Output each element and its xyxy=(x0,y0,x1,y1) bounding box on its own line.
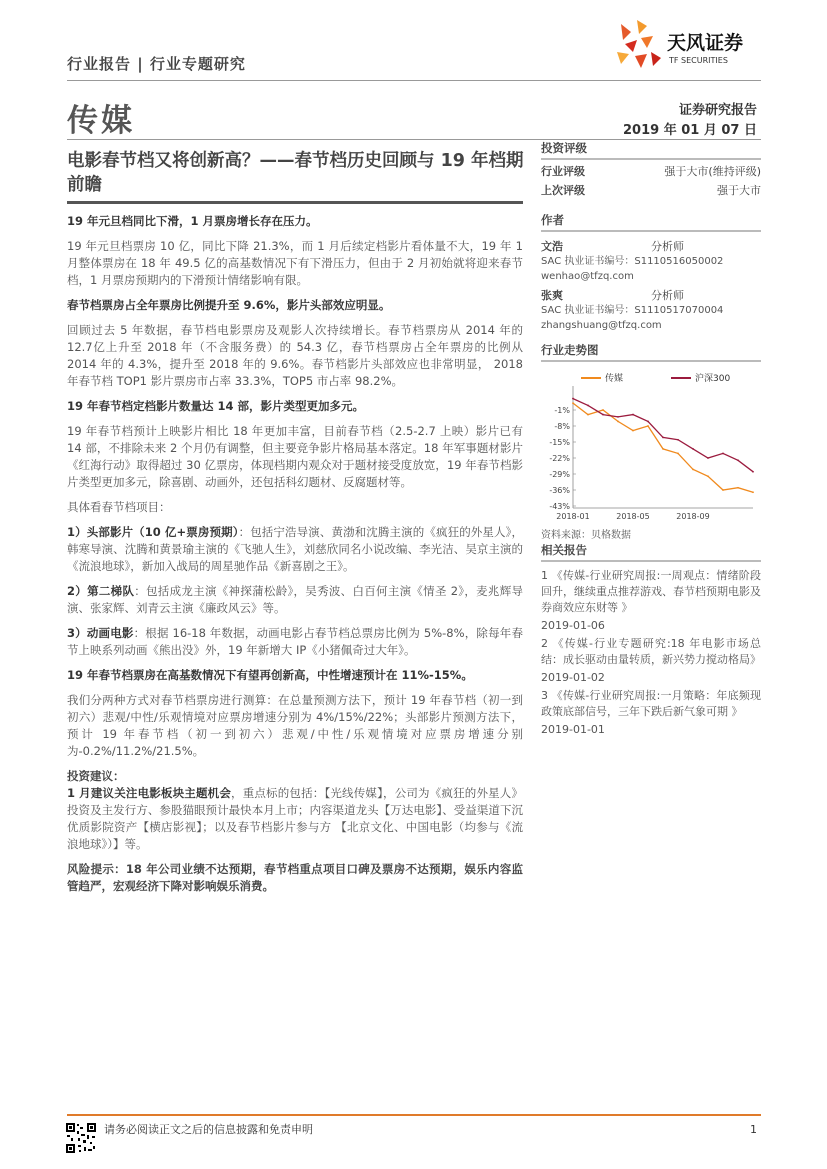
logo-subtitle: TF SECURITIES xyxy=(669,56,728,65)
chart-title: 行业走势图 xyxy=(541,342,761,362)
related-report-3-date: 2019-01-01 xyxy=(541,723,605,736)
paragraph-5: 我们分两种方式对春节档票房进行测算：在总量预测方法下，预计 19 年春节档（初一到初六）悲观/中性/乐观情境对应票房增速分别为 4%/15%/22%；头部影片预测方法下，预计 19 年春节档（初一到初六）悲观/中性/乐观情境对应票房增速分别为-0.2%/11.2%/21.5%。 xyxy=(67,693,523,758)
data-point xyxy=(572,398,574,400)
data-point xyxy=(722,453,724,455)
y-tick-label: -8% xyxy=(554,422,570,431)
list-item-3-bold: 3）动画电影 xyxy=(67,626,134,640)
rating-label-current: 行业评级 xyxy=(541,165,585,178)
rating-title: 投资评级 xyxy=(541,140,761,160)
author-2 xyxy=(541,287,761,333)
investment-text: ，重点标的包括：【光线传媒】，公司为《疯狂的外星人》投资及主发行方、参股猫眼预计最快本月上市；内容渠道龙头【万达电影】、受益渠道下沉优质影院资产【横店影视】；以及春节档影片参与方 【北京文化、中国电影（均参与《流浪地球》）】等。 xyxy=(67,786,523,851)
report-type: 证券研究报告 xyxy=(678,103,757,118)
report-category: 行业报告 | 行业专题研究 xyxy=(67,55,246,73)
legend-label-1: 沪深300 xyxy=(695,374,731,384)
heading-2: 春节档票房占全年票房比例提升至 9.6%，影片头部效应明显。 xyxy=(67,298,391,312)
report-date: 2019 年 01 月 07 日 xyxy=(623,123,757,138)
rating-section xyxy=(541,140,761,200)
author-2-sac: SAC 执业证书编号：S1110517070004 xyxy=(541,305,724,316)
y-tick-label: -29% xyxy=(549,470,570,479)
x-tick-label: 2018-05 xyxy=(616,512,650,521)
data-point xyxy=(617,421,619,423)
data-point xyxy=(692,469,694,471)
trend-chart xyxy=(541,366,761,526)
author-title: 作者 xyxy=(541,212,761,232)
rating-value-previous: 强于大市 xyxy=(717,184,761,197)
data-point xyxy=(662,437,664,439)
series-line-1 xyxy=(573,399,753,472)
author-1-email[interactable]: wenhao@tfzq.com xyxy=(541,271,634,282)
list-item-2 xyxy=(67,583,523,617)
author-1-sac: SAC 执业证书编号：S1110516050002 xyxy=(541,256,724,267)
data-point xyxy=(752,471,754,473)
heading-4: 19 年春节档票房在高基数情况下有望再创新高，中性增速预计在 11%-15%。 xyxy=(67,668,473,682)
related-report-2[interactable]: 2 《传媒-行业专题研究:18 年电影市场总结：成长驱动由量转质，新兴势力搅动格局》 xyxy=(541,637,761,666)
related-report-1-date: 2019-01-06 xyxy=(541,619,605,632)
author-2-role: 分析师 xyxy=(651,289,684,302)
data-point xyxy=(722,489,724,491)
header-divider xyxy=(67,80,761,81)
rating-row-current xyxy=(541,162,761,181)
logo-mark-icon xyxy=(611,18,665,74)
data-point xyxy=(632,430,634,432)
list-item-1-bold: 1）头部影片（10 亿+票房预期） xyxy=(67,525,239,539)
data-point xyxy=(677,439,679,441)
risk-warning: 风险提示：18 年公司业绩不达预期，春节档重点项目口碑及票房不达预期，娱乐内容监管趋严，宏观经济下降对影响娱乐消费。 xyxy=(67,862,523,893)
list-item-2-bold: 2）第二梯队 xyxy=(67,584,135,598)
paragraph-1: 19 年元旦档票房 10 亿，同比下降 21.3%，而 1 月后续定档影片看体量不大，19 年 1 月整体票房在 18 年 49.5 亿的高基数情况下有下滑压力，但由于 2 月初始就将迎来春节档，1 月票房预期内的下滑预计情绪影响有限。 xyxy=(67,239,523,287)
related-reports-section xyxy=(541,542,761,740)
investment-bold: 1 月建议关注电影板块主题机会 xyxy=(67,786,232,800)
y-tick-label: -15% xyxy=(549,438,570,447)
rating-value-current: 强于大市(维持评级) xyxy=(664,165,761,178)
legend-label-0: 传媒 xyxy=(605,374,624,384)
data-point xyxy=(707,457,709,459)
related-title: 相关报告 xyxy=(541,542,761,562)
data-point xyxy=(707,475,709,477)
author-2-name: 张爽 xyxy=(541,289,563,302)
data-point xyxy=(632,414,634,416)
industry-name: 传媒 xyxy=(67,103,135,139)
list-item-1 xyxy=(67,524,523,575)
data-point xyxy=(587,414,589,416)
data-point xyxy=(737,487,739,489)
data-point xyxy=(617,416,619,418)
chart-source: 资料来源：贝格数据 xyxy=(541,530,631,541)
author-1-name: 文浩 xyxy=(541,240,563,253)
main-content xyxy=(67,213,523,903)
paragraph-3: 19 年春节档预计上映影片相比 18 年更加丰富，目前春节档（2.5-2.7 上映）影片已有 14 部，不排除未来 2 个月仍有调整，但主要竞争影片格局基本落定。18 年军事题材影片《红海行动》取得超过 30 亿票房，体现档期内观众对于题材接受度放宽，19 年春节档影片类型更加多元，除喜剧、动画外，还包括科幻题材、反腐题材等。 xyxy=(67,424,523,489)
logo-name: 天风证券 xyxy=(667,32,744,54)
page-number: 1 xyxy=(750,1123,757,1136)
related-report-2-date: 2019-01-02 xyxy=(541,671,605,684)
data-point xyxy=(647,425,649,427)
related-list xyxy=(541,568,761,738)
title-underline xyxy=(67,201,523,204)
y-tick-label: -43% xyxy=(549,502,570,511)
y-tick-label: -22% xyxy=(549,454,570,463)
investment-advice xyxy=(67,785,523,853)
list-item-3 xyxy=(67,625,523,659)
author-2-email[interactable]: zhangshuang@tfzq.com xyxy=(541,320,662,331)
data-point xyxy=(677,453,679,455)
data-point xyxy=(737,459,739,461)
data-point xyxy=(662,448,664,450)
data-point xyxy=(752,491,754,493)
related-report-1[interactable]: 1 《传媒-行业研究周报:一周观点：情绪阶段回升，继续重点推荐游戏、春节档预期电影及券商效应东财等 》 xyxy=(541,569,761,614)
series-line-0 xyxy=(573,403,753,492)
author-section xyxy=(541,212,761,333)
heading-3: 19 年春节档定档影片数量达 14 部，影片类型更加多元。 xyxy=(67,399,365,413)
related-report-3[interactable]: 3 《传媒-行业研究周报:一月策略：年底频现政策底部信号，三年下跌后新气象可期 》 xyxy=(541,689,761,718)
list-item-2-text: ：包括成龙主演《神探蒲松龄》，吴秀波、白百何主演《情圣 2》，麦兆辉导演、张家辉、刘青云主演《廉政风云》等。 xyxy=(67,584,523,615)
author-1 xyxy=(541,238,761,284)
list-item-3-text: ：根据 16-18 年数据，动画电影占春节档总票房比例为 5%-8%，除每年春节上映系列动画《熊出没》外，19 年新增大 IP《小猪佩奇过大年》。 xyxy=(67,626,523,657)
investment-title: 投资建议： xyxy=(67,769,125,783)
x-tick-label: 2018-01 xyxy=(556,512,590,521)
rating-row-previous xyxy=(541,181,761,200)
author-1-role: 分析师 xyxy=(651,240,684,253)
qr-code-icon xyxy=(65,1122,97,1154)
data-point xyxy=(602,409,604,411)
rating-label-previous: 上次评级 xyxy=(541,184,585,197)
list-item-1-text: ：包括宁浩导演、黄渤和沈腾主演的《疯狂的外星人》，韩寒导演、沈腾和黄景瑜主演的《飞驰人生》，刘慈欣同名小说改编、李光洁、吴京主演的《流浪地球》，新加入战局的周星驰作品《新喜剧之王》。 xyxy=(67,525,523,573)
heading-1: 19 年元旦档同比下滑，1 月票房增长存在压力。 xyxy=(67,214,318,228)
data-point xyxy=(602,414,604,416)
trend-chart-section xyxy=(541,342,761,543)
x-tick-label: 2018-09 xyxy=(676,512,710,521)
footer-divider xyxy=(67,1114,761,1116)
footer-disclaimer[interactable]: 请务必阅读正文之后的信息披露和免责申明 xyxy=(104,1123,313,1136)
data-point xyxy=(572,402,574,404)
data-point xyxy=(647,421,649,423)
company-logo xyxy=(611,18,761,74)
y-tick-label: -36% xyxy=(549,486,570,495)
data-point xyxy=(692,448,694,450)
paragraph-4: 具体看春节档项目： xyxy=(67,500,171,514)
paragraph-2: 回顾过去 5 年数据，春节档电影票房及观影人次持续增长。春节档票房从 2014 年的 12.7亿上升至 2018 年（不含服务费）的 54.3 亿，春节档票房占全年票房的比例从 2014 年的 4.3%，提升至 2018 年的 9.6%。春节档影片头部效应也非常明显， 2018 年春节档 TOP1 影片票房市占率 33.3%，TOP5 市占率 98.2%。 xyxy=(67,323,523,388)
data-point xyxy=(587,405,589,407)
y-tick-label: -1% xyxy=(554,406,570,415)
report-title: 电影春节档又将创新高？——春节档历史回顾与 19 年档期前瞻 xyxy=(67,151,524,195)
